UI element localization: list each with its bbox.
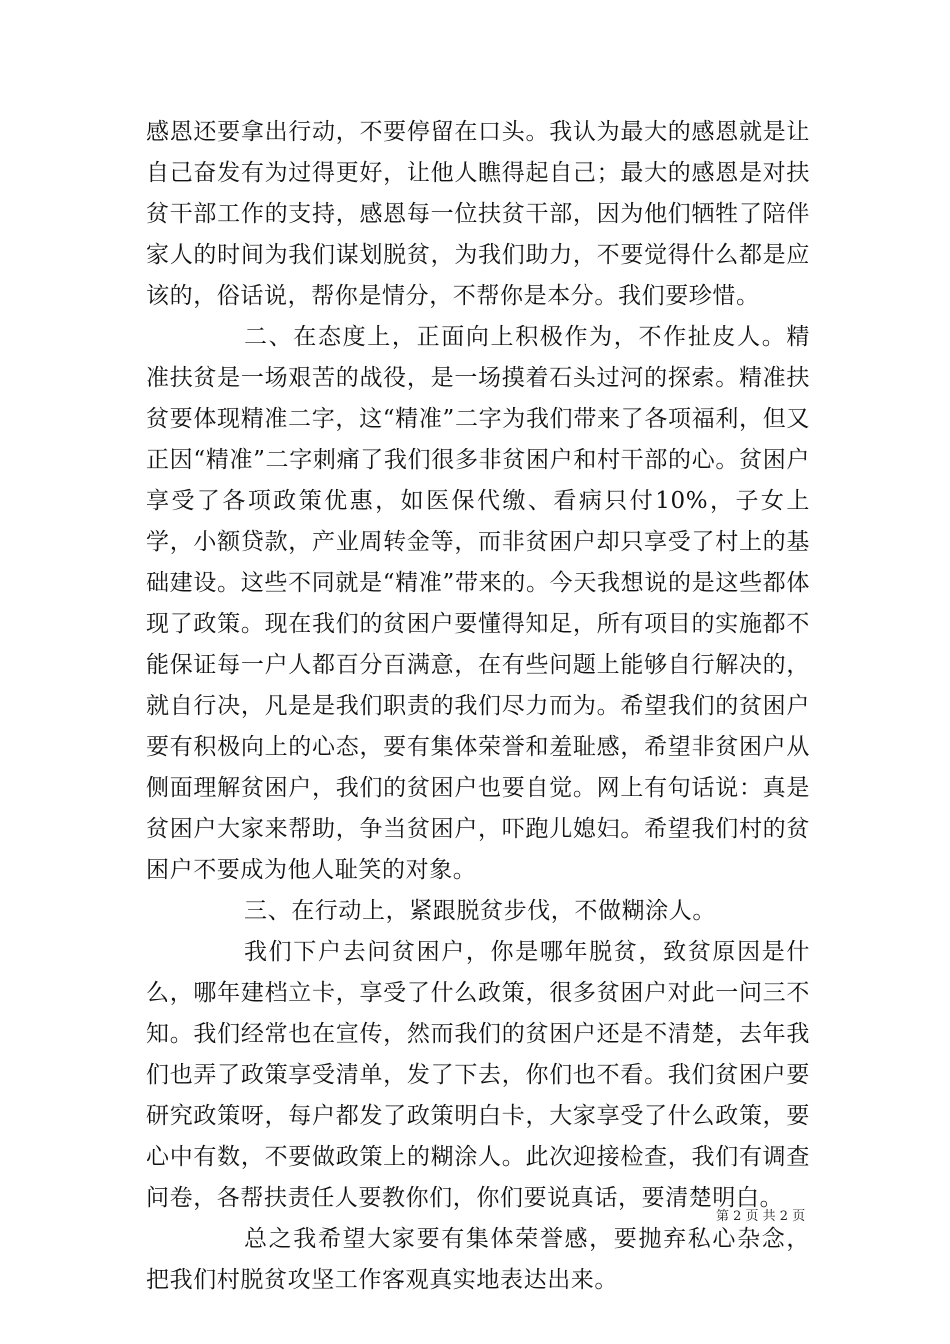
paragraph-conclusion: 总之我希望大家要有集体荣誉感，要抛弃私心杂念，把我们村脱贫攻坚工作客观真实地表达出来。: [146, 1226, 810, 1293]
document-body: [146, 112, 810, 1301]
paragraph-continuation: 感恩还要拿出行动，不要停留在口头。我认为最大的感恩就是让自己奋发有为过得更好，让他人瞧得起自己；最大的感恩是对扶贫干部工作的支持，感恩每一位扶贫干部，因为他们牺牲了陪伴家人的时间为我们谋划脱贫，为我们助力，不要觉得什么都是应该的，俗话说，帮你是情分，不帮你是本分。我们要珍惜。: [146, 119, 810, 309]
page-number-footer: 第 2 页 共 2 页: [716, 1209, 806, 1224]
paragraph-section-three-body: 我们下户去问贫困户，你是哪年脱贫，致贫原因是什么，哪年建档立卡，享受了什么政策，很多贫困户对此一问三不知。我们经常也在宣传，然而我们的贫困户还是不清楚，去年我们也弄了政策享受清单，发了下去，你们也不看。我们贫困户要研究政策呀，每户都发了政策明白卡，大家享受了什么政策，要心中有数，不要做政策上的糊涂人。此次迎接检查，我们有调查问卷，各帮扶责任人要教你们，你们要说真话，要清楚明白。: [146, 939, 810, 1211]
paragraph-section-three-heading: 三、在行动上，紧跟脱贫步伐，不做糊涂人。: [244, 898, 716, 924]
paragraph-section-two: 二、在态度上，正面向上积极作为，不作扯皮人。精准扶贫是一场艰苦的战役，是一场摸着石头过河的探索。精准扶贫要体现精准二字，这“精准”二字为我们带来了各项福利，但又正因“精准”二字刺痛了我们很多非贫困户和村干部的心。贫困户享受了各项政策优惠，如医保代缴、看病只付10%，子女上学，小额贷款，产业周转金等，而非贫困户却只享受了村上的基础建设。这些不同就是“精准”带来的。今天我想说的是这些都体现了政策。现在我们的贫困户要懂得知足，所有项目的实施都不能保证每一户人都百分百满意，在有些问题上能够自行解决的，就自行决，凡是是我们职责的我们尽力而为。希望我们的贫困户要有积极向上的心态，要有集体荣誉和羞耻感，希望非贫困户从侧面理解贫困户，我们的贫困户也要自觉。网上有句话说：真是贫困户大家来帮助，争当贫困户，吓跑儿媳妇。希望我们村的贫困户不要成为他人耻笑的对象。: [146, 324, 810, 883]
